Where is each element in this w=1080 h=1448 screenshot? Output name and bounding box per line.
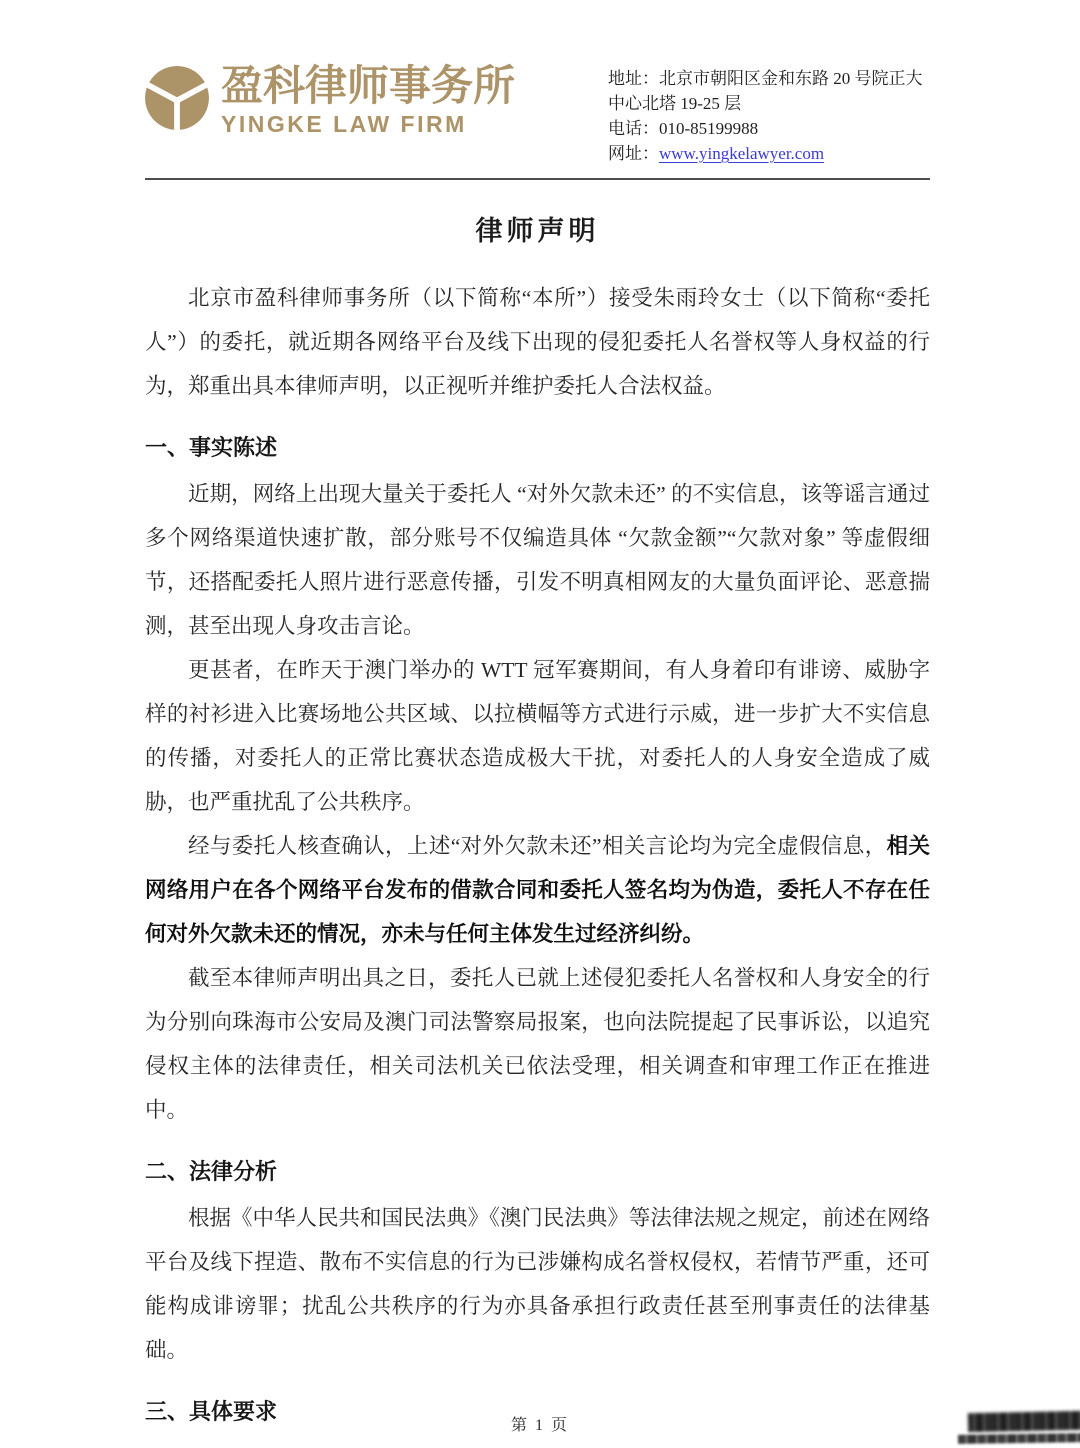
statement-body bbox=[145, 210, 930, 1430]
contact-phone: 电话：010-85199988 bbox=[608, 119, 759, 138]
section1-paragraph-1: 近期，网络上出现大量关于委托人 “对外欠款未还” 的不实信息，该等谣言通过多个网络渠道快速扩散，部分账号不仅编造具体 “欠款金额”“欠款对象” 等虚假细节，还搭配委托人照片进行恶意传播，引发不明真相网友的大量负面评论、恶意揣测，甚至出现人身攻击言论。 bbox=[145, 482, 930, 638]
contact-address-line1: 地址：北京市朝阳区金和东路 20 号院正大 bbox=[608, 69, 923, 88]
section1-paragraph-3-normal: 经与委托人核查确认，上述“对外欠款未还”相关言论均为完全虚假信息， bbox=[188, 834, 887, 858]
section3-heading: 三、具体要求 bbox=[145, 1399, 278, 1424]
page-number: 第 1 页 bbox=[510, 1417, 569, 1434]
document-title: 律师声明 bbox=[475, 216, 600, 246]
section2-paragraph-1: 根据《中华人民共和国民法典》《澳门民法典》等法律法规之规定，前述在网络平台及线下捏造、散布不实信息的行为已涉嫌构成名誉权侵权，若情节严重，还可能构成诽谤罪；扰乱公共秩序的行为亦具备承担行政责任甚至刑事责任的法律基础。 bbox=[145, 1206, 930, 1362]
firm-name-en: YINGKE LAW FIRM bbox=[221, 111, 467, 137]
firm-name-cn: 盈科律师事务所 bbox=[221, 64, 516, 110]
contact-website-row bbox=[608, 141, 930, 166]
section1-paragraph-4: 截至本律师声明出具之日，委托人已就上述侵犯委托人名誉权和人身安全的行为分别向珠海市公安局及澳门司法警察局报案，也向法院提起了民事诉讼，以追究侵权主体的法律责任，相关司法机关已依法受理，相关调查和审理工作正在推进中。 bbox=[145, 966, 930, 1122]
section1-paragraph-3 bbox=[145, 824, 930, 956]
section1-paragraph-2: 更甚者，在昨天于澳门举办的 WTT 冠军赛期间，有人身着印有诽谤、威胁字样的衬衫进入比赛场地公共区域、以拉横幅等方式进行示威，进一步扩大不实信息的传播，对委托人的正常比赛状态造成极大干扰，对委托人的人身安全造成了威胁，也严重扰乱了公共秩序。 bbox=[145, 658, 930, 814]
yingke-logo-icon bbox=[145, 66, 209, 130]
section2-heading: 二、法律分析 bbox=[145, 1159, 278, 1184]
letterhead bbox=[145, 52, 930, 180]
contact-address-line2: 中心北塔 19-25 层 bbox=[608, 94, 742, 113]
contact-website-label: 网址： bbox=[608, 144, 659, 163]
website-link[interactable]: www.yingkelawyer.com bbox=[659, 144, 825, 163]
firm-brand bbox=[145, 52, 515, 138]
section1-paragraph-3-bold: 相关网络用户在各个网络平台发布的借款合同和委托人签名均为伪造，委托人不存在任何对外欠款未还的情况，亦未与任何主体发生过经济纠纷。 bbox=[145, 834, 930, 946]
firm-name-block bbox=[221, 64, 515, 138]
intro-paragraph: 北京市盈科律师事务所（以下简称“本所”）接受朱雨玲女士（以下简称“委托人”）的委托，就近期各网络平台及线下出现的侵犯委托人名誉权等人身权益的行为，郑重出具本律师声明，以正视听并维护委托人合法权益。 bbox=[145, 286, 930, 398]
section1-heading: 一、事实陈述 bbox=[145, 435, 278, 460]
contact-block bbox=[608, 66, 930, 166]
